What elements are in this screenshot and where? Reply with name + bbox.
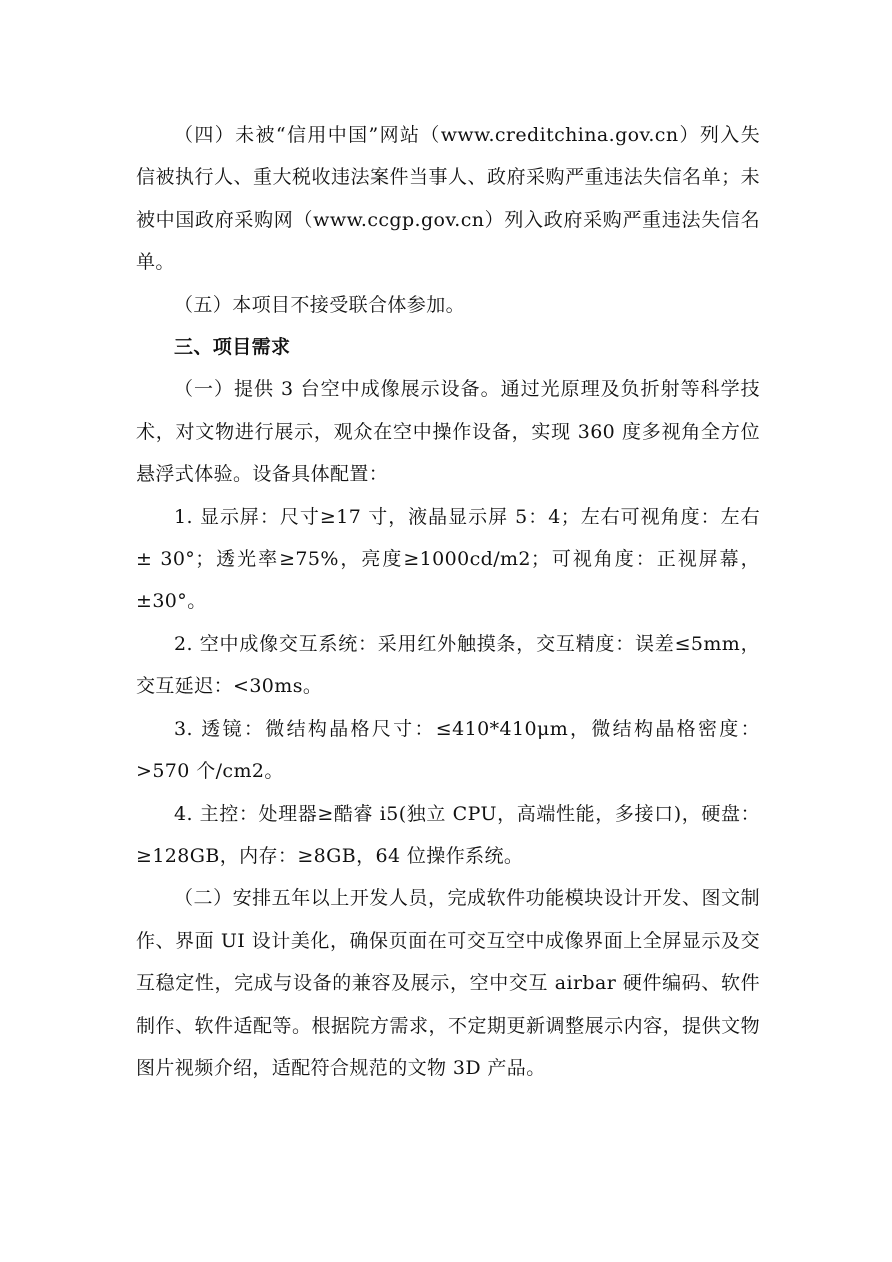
paragraph-qualification-5: （五）本项目不接受联合体参加。 xyxy=(174,293,466,316)
document-body xyxy=(136,114,760,1089)
list-item-lens: 3. 透镜：微结构晶格尺寸：≤410*410μm，微结构晶格密度：>570 个/cm2。 xyxy=(136,717,760,783)
list-item-main-controller: 4. 主控：处理器≥酷睿 i5(独立 CPU，高端性能，多接口)，硬盘：≥128GB，内存：≥8GB，64 位操作系统。 xyxy=(136,802,760,867)
paragraph-requirement-2: （二）安排五年以上开发人员，完成软件功能模块设计开发、图文制作、界面 UI 设计美化，确保页面在可交互空中成像界面上全屏显示及交互稳定性，完成与设备的兼容及展示，空中交互 airbar 硬件编码、软件制作、软件适配等。根据院方需求，不定期更新调整展示内容，提供文物图片视频介绍，适配符合规范的文物 3D 产品。 xyxy=(136,887,760,1079)
paragraph-qualification-4: （四）未被“信用中国”网站（www.creditchina.gov.cn）列入失信被执行人、重大税收违法案件当事人、政府采购严重违法失信名单；未被中国政府采购网（www.ccgp.gov.cn）列入政府采购严重违法失信名单。 xyxy=(136,124,760,274)
paragraph-requirement-1: （一）提供 3 台空中成像展示设备。通过光原理及负折射等科学技术，对文物进行展示，观众在空中操作设备，实现 360 度多视角全方位悬浮式体验。设备具体配置： xyxy=(136,378,760,486)
section-heading-project-requirements: 三、项目需求 xyxy=(174,336,291,359)
list-item-interaction-system: 2. 空中成像交互系统：采用红外触摸条，交互精度：误差≤5mm，交互延迟：<30ms。 xyxy=(136,632,760,698)
list-item-display-screen: 1. 显示屏：尺寸≥17 寸，液晶显示屏 5：4；左右可视角度：左右± 30°；透光率≥75%，亮度≥1000cd/m2；可视角度：正视屏幕，±30°。 xyxy=(136,505,760,613)
